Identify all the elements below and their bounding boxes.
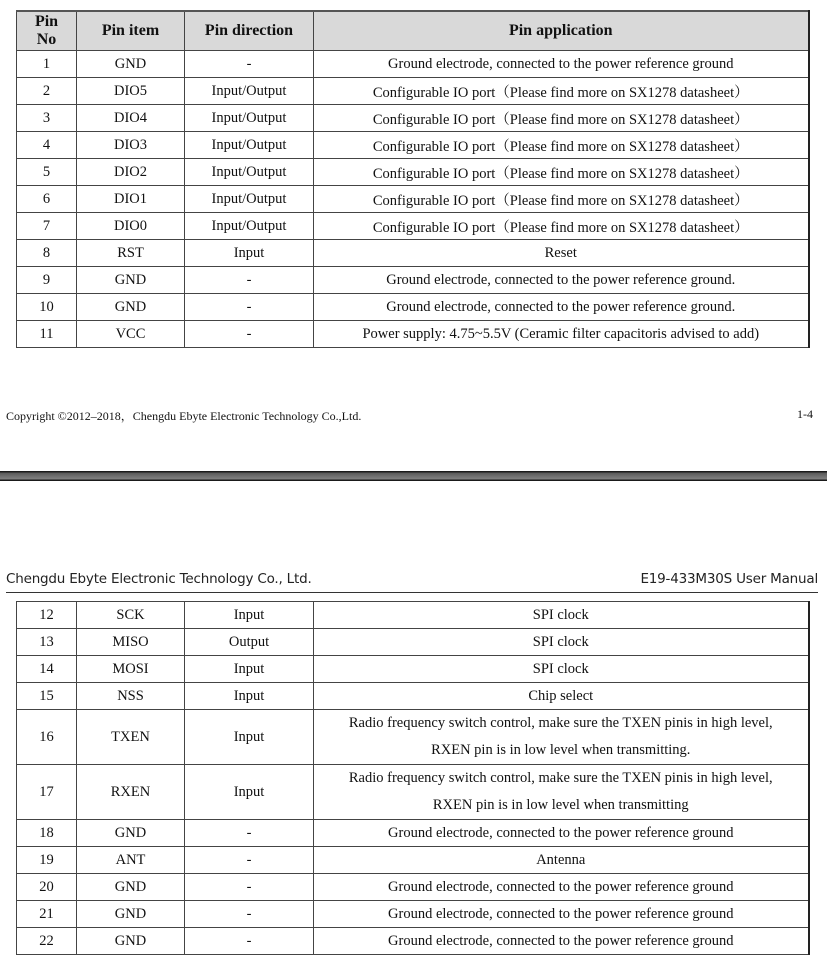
pin-direction-cell: - xyxy=(185,847,314,874)
pin-table-part-2 xyxy=(16,601,810,955)
pin-no-cell: 2 xyxy=(17,78,77,105)
table-row xyxy=(17,683,809,710)
pin-item-cell: NSS xyxy=(77,683,185,710)
pin-no-cell: 10 xyxy=(17,294,77,321)
pin-direction-cell: Input/Output xyxy=(185,186,314,213)
pin-item-cell: MISO xyxy=(77,629,185,656)
pin-direction-cell: Output xyxy=(185,629,314,656)
pin-application-cell: Power supply: 4.75~5.5V (Ceramic filter capacitoris advised to add) xyxy=(314,321,809,348)
pin-no-cell: 22 xyxy=(17,928,77,955)
pin-application-cell: Radio frequency switch control, make sure the TXEN pinis in high level, RXEN pin is in low level when transmitting xyxy=(314,765,809,820)
table-header-row xyxy=(17,11,809,51)
table-row xyxy=(17,901,809,928)
pin-direction-cell: - xyxy=(185,928,314,955)
table-row xyxy=(17,240,809,267)
manual-title: E19-433M30S User Manual xyxy=(640,571,818,587)
pin-direction-cell: Input xyxy=(185,710,314,765)
pin-item-cell: DIO2 xyxy=(77,159,185,186)
pin-item-cell: GND xyxy=(77,901,185,928)
header-divider xyxy=(6,592,818,593)
table-row xyxy=(17,105,809,132)
pin-application-cell: Configurable IO port（Please find more on SX1278 datasheet） xyxy=(314,132,809,159)
pin-no-cell: 21 xyxy=(17,901,77,928)
pin-application-cell: Ground electrode, connected to the power reference ground xyxy=(314,874,809,901)
table-row xyxy=(17,710,809,765)
pin-no-cell: 6 xyxy=(17,186,77,213)
pin-item-cell: DIO0 xyxy=(77,213,185,240)
pin-item-cell: DIO3 xyxy=(77,132,185,159)
pin-direction-cell: - xyxy=(185,51,314,78)
pin-no-cell: 9 xyxy=(17,267,77,294)
pin-item-cell: DIO4 xyxy=(77,105,185,132)
pin-application-cell: Reset xyxy=(314,240,809,267)
pin-no-cell: 5 xyxy=(17,159,77,186)
pin-direction-cell: Input xyxy=(185,602,314,629)
table-row xyxy=(17,820,809,847)
pin-item-cell: RXEN xyxy=(77,765,185,820)
table-row xyxy=(17,765,809,820)
pin-item-cell: GND xyxy=(77,51,185,78)
pin-no-cell: 11 xyxy=(17,321,77,348)
table-row xyxy=(17,874,809,901)
pin-item-cell: MOSI xyxy=(77,656,185,683)
company-name: Chengdu Ebyte Electronic Technology Co., Ltd. xyxy=(6,571,312,587)
pin-no-cell: 19 xyxy=(17,847,77,874)
table-row xyxy=(17,78,809,105)
table-row xyxy=(17,213,809,240)
pin-no-cell: 1 xyxy=(17,51,77,78)
pin-application-cell: Configurable IO port（Please find more on SX1278 datasheet） xyxy=(314,78,809,105)
pin-direction-cell: Input xyxy=(185,765,314,820)
pin-item-cell: TXEN xyxy=(77,710,185,765)
pin-application-cell: Ground electrode, connected to the power reference ground. xyxy=(314,294,809,321)
pin-item-cell: VCC xyxy=(77,321,185,348)
pin-direction-cell: Input/Output xyxy=(185,159,314,186)
pin-no-cell: 14 xyxy=(17,656,77,683)
pin-direction-cell: Input/Output xyxy=(185,213,314,240)
table-row xyxy=(17,928,809,955)
pin-no-cell: 20 xyxy=(17,874,77,901)
pin-direction-cell: - xyxy=(185,901,314,928)
table-row xyxy=(17,321,809,348)
pin-direction-cell: - xyxy=(185,294,314,321)
pin-item-cell: ANT xyxy=(77,847,185,874)
table-row xyxy=(17,602,809,629)
pin-application-cell: Configurable IO port（Please find more on SX1278 datasheet） xyxy=(314,186,809,213)
header-pin-no: Pin No xyxy=(17,11,77,51)
pin-no-cell: 3 xyxy=(17,105,77,132)
pin-item-cell: RST xyxy=(77,240,185,267)
table-row xyxy=(17,51,809,78)
pin-item-cell: GND xyxy=(77,820,185,847)
pin-direction-cell: - xyxy=(185,820,314,847)
pin-no-cell: 17 xyxy=(17,765,77,820)
pin-direction-cell: Input xyxy=(185,683,314,710)
table-row xyxy=(17,267,809,294)
pin-item-cell: DIO5 xyxy=(77,78,185,105)
pin-direction-cell: Input/Output xyxy=(185,78,314,105)
pin-application-cell: Ground electrode, connected to the power reference ground xyxy=(314,928,809,955)
pin-application-cell: Antenna xyxy=(314,847,809,874)
pin-no-cell: 15 xyxy=(17,683,77,710)
pin-no-cell: 13 xyxy=(17,629,77,656)
pin-application-cell: Configurable IO port（Please find more on SX1278 datasheet） xyxy=(314,213,809,240)
pin-direction-cell: - xyxy=(185,874,314,901)
pin-item-cell: DIO1 xyxy=(77,186,185,213)
pin-direction-cell: Input/Output xyxy=(185,105,314,132)
pin-direction-cell: Input xyxy=(185,240,314,267)
table-row xyxy=(17,629,809,656)
pin-application-cell: SPI clock xyxy=(314,656,809,683)
pin-no-cell: 16 xyxy=(17,710,77,765)
pin-direction-cell: Input xyxy=(185,656,314,683)
table-row xyxy=(17,847,809,874)
pin-application-cell: Ground electrode, connected to the power reference ground xyxy=(314,51,809,78)
pin-application-cell: Ground electrode, connected to the power reference ground xyxy=(314,901,809,928)
pin-item-cell: GND xyxy=(77,928,185,955)
pin-application-cell: SPI clock xyxy=(314,602,809,629)
header-pin-direction: Pin direction xyxy=(185,11,314,51)
page-separator xyxy=(0,471,827,481)
pin-no-cell: 7 xyxy=(17,213,77,240)
pin-direction-cell: - xyxy=(185,267,314,294)
table-row xyxy=(17,159,809,186)
pin-application-cell: Ground electrode, connected to the power reference ground. xyxy=(314,267,809,294)
pin-application-cell: Ground electrode, connected to the power reference ground xyxy=(314,820,809,847)
pin-item-cell: GND xyxy=(77,294,185,321)
pin-no-cell: 4 xyxy=(17,132,77,159)
pin-application-cell: Chip select xyxy=(314,683,809,710)
header-pin-item: Pin item xyxy=(77,11,185,51)
pin-item-cell: GND xyxy=(77,874,185,901)
pin-application-cell: SPI clock xyxy=(314,629,809,656)
table-row xyxy=(17,656,809,683)
pin-direction-cell: - xyxy=(185,321,314,348)
pin-application-cell: Configurable IO port（Please find more on SX1278 datasheet） xyxy=(314,159,809,186)
header-pin-application: Pin application xyxy=(314,11,809,51)
pin-no-cell: 12 xyxy=(17,602,77,629)
table-row xyxy=(17,132,809,159)
pin-item-cell: SCK xyxy=(77,602,185,629)
pin-application-cell: Configurable IO port（Please find more on SX1278 datasheet） xyxy=(314,105,809,132)
pin-table-part-1 xyxy=(16,10,810,348)
pin-item-cell: GND xyxy=(77,267,185,294)
table-row xyxy=(17,186,809,213)
pin-no-cell: 18 xyxy=(17,820,77,847)
pin-direction-cell: Input/Output xyxy=(185,132,314,159)
pin-application-cell: Radio frequency switch control, make sure the TXEN pinis in high level, RXEN pin is in low level when transmitting. xyxy=(314,710,809,765)
pin-no-cell: 8 xyxy=(17,240,77,267)
copyright-text: Copyright ©2012–2018，Chengdu Ebyte Electronic Technology Co.,Ltd. xyxy=(6,409,362,423)
page-number: 1-4 xyxy=(797,407,813,421)
table-row xyxy=(17,294,809,321)
